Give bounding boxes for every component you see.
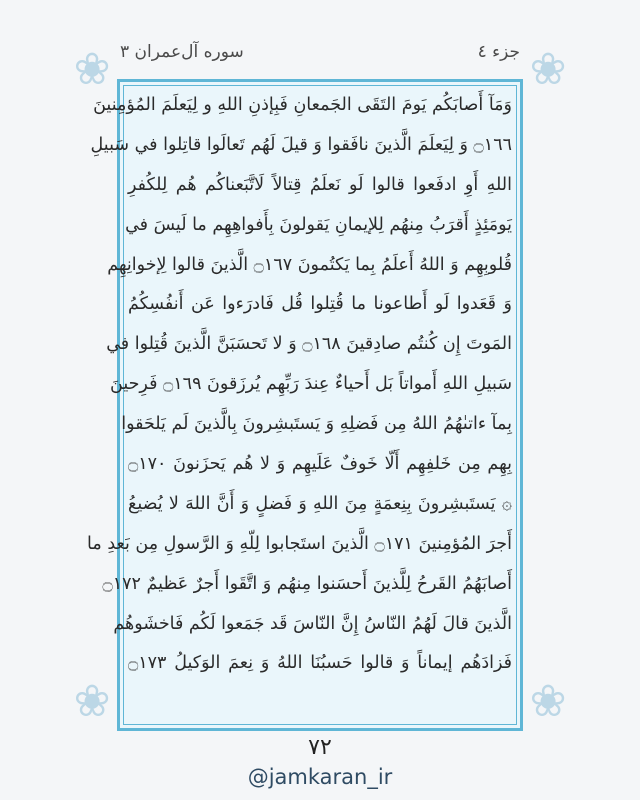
- floral-ornament-icon: ❀: [529, 44, 567, 95]
- text-line: سَبيلِ اللهِ أَمواتاً بَل أَحياءٌ عِندَ رَبِّهِم يُرزَقونَ ۝١٦٩ فَرِحينَ: [110, 374, 512, 395]
- text-line: ۞ يَستَبشِرونَ بِنِعمَةٍ مِنَ اللهِ وَ فَضلٍ وَ أَنَّ اللهَ لا يُضيعُ: [128, 493, 512, 514]
- page-header: [120, 42, 520, 72]
- text-line: اللهِ أَوِ ادفَعوا قالوا لَو نَعلَمُ قِتالاً لَاتَّبَعناكُم هُم لِلكُفرِ: [128, 174, 512, 195]
- text-line: وَمَآ أَصابَكُم يَومَ التَقَى الجَمعانِ فَبِإذنِ اللهِ و لِيَعلَمَ المُؤمِنينَ: [93, 95, 512, 115]
- quran-text: [87, 86, 512, 726]
- floral-ornament-icon: ❀: [73, 44, 111, 95]
- text-line: قُلوبِهِم وَ اللهُ أَعلَمُ بِما يَكتُمونَ ۝١٦٧ الَّذينَ قالوا لِإخوانِهِم: [107, 254, 512, 275]
- floral-ornament-icon: ❀: [73, 676, 111, 727]
- text-line: ۝١٦٦ وَ لِيَعلَمَ الَّذينَ نافَقوا وَ قيلَ لَهُم تَعالَوا قاتِلوا في سَبيلِ: [90, 134, 512, 155]
- text-line: أَجرَ المُؤمِنينَ ۝١٧١ الَّذينَ استَجابوا لِلّهِ وَ الرَّسولِ مِن بَعدِ ما: [87, 533, 512, 554]
- text-line: المَوتَ إِن كُنتُم صادِقينَ ۝١٦٨ وَ لا تَحسَبَنَّ الَّذينَ قُتِلوا في: [106, 334, 512, 355]
- juz-label: جزء ٤: [477, 42, 520, 62]
- text-line: يَومَئِذٍ أَقرَبُ مِنهُم لِلإيمانِ يَقولونَ بِأَفواهِهِم ما لَيسَ في: [125, 214, 512, 235]
- text-line: أَصابَهُمُ القَرحُ لِلَّذينَ أَحسَنوا مِنهُم وَ اتَّقَوا أَجرٌ عَظيمٌ ۝١٧٢: [102, 573, 512, 594]
- text-line: بِهِم مِن خَلفِهِم أَلّا خَوفٌ عَلَيهِم وَ لا هُم يَحزَنونَ ۝١٧٠: [128, 454, 512, 475]
- page-number: ٧٢: [308, 735, 332, 760]
- watermark-handle: @jamkaran_ir: [247, 765, 393, 789]
- surah-label: سوره آل‌عمران ٣: [120, 42, 244, 62]
- text-line: بِمآ ءاتىٰهُمُ اللهُ مِن فَضلِهِ وَ يَستَبشِرونَ بِالَّذينَ لَم يَلحَقوا: [121, 414, 512, 435]
- text-line: وَ قَعَدوا لَو أَطاعونا ما قُتِلوا قُل فَادرَءوا عَن أَنفُسِكُمُ: [128, 294, 512, 315]
- text-line: الَّذينَ قالَ لَهُمُ النّاسُ إِنَّ النّاسَ قَد جَمَعوا لَكُم فَاخشَوهُم: [113, 613, 512, 634]
- text-line: فَزادَهُم إيماناً وَ قالوا حَسبُنَا اللهُ وَ نِعمَ الوَكيلُ ۝١٧٣: [128, 653, 512, 674]
- floral-ornament-icon: ❀: [529, 676, 567, 727]
